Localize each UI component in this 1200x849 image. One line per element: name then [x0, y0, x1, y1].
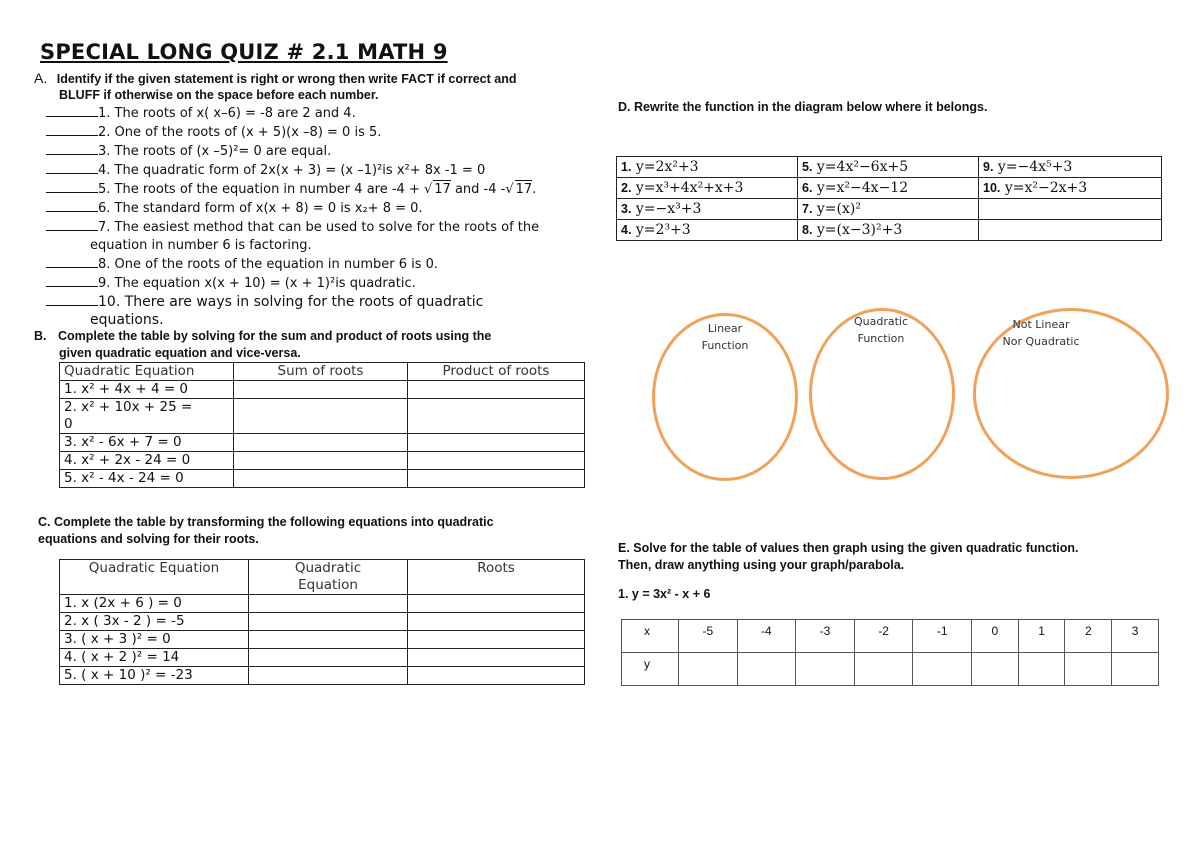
section-a-instruction-line1: Identify if the given statement is right or wrong then write FACT if correct and: [56, 72, 517, 86]
linear-function-label: Linear Function: [701, 322, 749, 352]
section-c-instruction: C. Complete the table by transforming the following equations into quadratic: [38, 515, 494, 529]
answer-blank[interactable]: [46, 180, 98, 193]
answer-blank[interactable]: [46, 199, 98, 212]
statement-7: 7. The easiest method that can be used to solve for the roots of the: [46, 218, 539, 237]
section-b-letter: B.: [34, 329, 47, 343]
table-row: 4. y=2³+3 8. y=(x−3)²+3: [617, 220, 1162, 241]
table-row-y: y: [622, 653, 1159, 686]
statement-5: 5. The roots of the equation in number 4 are -4 + √ 17 and -4 -√ 17.: [46, 180, 539, 199]
table-row: 2. x ( 3x - 2 ) = -5: [60, 613, 585, 631]
table-header-row: Quadratic Equation Sum of roots Product of roots: [60, 363, 585, 381]
table-d-functions: [616, 156, 1162, 241]
table-row: 1. x (2x + 6 ) = 0: [60, 595, 585, 613]
section-a-instruction: [34, 70, 517, 87]
sqrt-radicand: 17: [515, 182, 533, 197]
answer-blank[interactable]: [46, 274, 98, 287]
section-e-instruction: E. Solve for the table of values then graph using the given quadratic function.: [618, 541, 1079, 555]
section-a-items: [46, 104, 539, 329]
statement-9: 9. The equation x(x + 10) = (x + 1)²is quadratic.: [46, 274, 539, 293]
table-b: [59, 362, 585, 488]
sqrt-radicand: 17: [434, 182, 451, 197]
statement-4: 4. The quadratic form of 2x(x + 3) = (x –1)²is x²+ 8x -1 = 0: [46, 161, 539, 180]
table-row: 1. y=2x²+3 5. y=4x²−6x+5 9. y=−4x⁵+3: [617, 157, 1162, 178]
statement-2: 2. One of the roots of (x + 5)(x –8) = 0 is 5.: [46, 123, 539, 142]
statement-10-cont: equations.: [90, 312, 164, 328]
table-row: 4. ( x + 2 )² = 14: [60, 649, 585, 667]
table-row: 4. x² + 2x - 24 = 0: [60, 452, 585, 470]
answer-blank[interactable]: [46, 123, 98, 136]
statement-8: 8. One of the roots of the equation in number 6 is 0.: [46, 255, 539, 274]
answer-blank[interactable]: [46, 293, 98, 306]
page-title: SPECIAL LONG QUIZ # 2.1 MATH 9: [40, 40, 448, 64]
table-row: 5. x² - 4x - 24 = 0: [60, 470, 585, 488]
not-linear-nor-quadratic-label: Not Linear Nor Quadratic: [1002, 318, 1080, 348]
statement-10: 10. There are ways in solving for the roots of quadratic: [46, 293, 539, 311]
answer-blank[interactable]: [46, 142, 98, 155]
table-row: 3. y=−x³+3 7. y=(x)²: [617, 199, 1162, 220]
table-header-row: Quadratic Equation Quadratic Equation Roots: [60, 560, 585, 595]
statement-1: 1. The roots of x( x–6) = -8 are 2 and 4.: [46, 104, 539, 123]
section-e-instruction-line2: Then, draw anything using your graph/parabola.: [618, 558, 905, 572]
table-c: [59, 559, 585, 685]
section-b-instruction: B. Complete the table by solving for the sum and product of roots using the: [34, 329, 492, 343]
answer-blank[interactable]: [46, 255, 98, 268]
table-row-x: x -5 -4 -3 -2 -1 0 1 2 3: [622, 620, 1159, 653]
section-b-instruction-line2: given quadratic equation and vice-versa.: [59, 346, 301, 360]
table-row: 1. x² + 4x + 4 = 0: [60, 381, 585, 399]
table-e-values: [621, 619, 1159, 686]
answer-blank[interactable]: [46, 104, 98, 117]
statement-7-cont: equation in number 6 is factoring.: [90, 238, 312, 253]
answer-blank[interactable]: [46, 161, 98, 174]
table-row: 2. y=x³+4x²+x+3 6. y=x²−4x−12 10. y=x²−2x+3: [617, 178, 1162, 199]
section-c-instruction-line2: equations and solving for their roots.: [38, 532, 259, 546]
statement-3: 3. The roots of (x –5)²= 0 are equal.: [46, 142, 539, 161]
table-row: 3. ( x + 3 )² = 0: [60, 631, 585, 649]
quadratic-function-label: Quadratic Function: [853, 315, 909, 345]
section-a-instruction-line2: BLUFF if otherwise on the space before each number.: [59, 88, 379, 102]
statement-6: 6. The standard form of x(x + 8) = 0 is x₂+ 8 = 0.: [46, 199, 539, 218]
answer-blank[interactable]: [46, 218, 98, 231]
table-row: 2. x² + 10x + 25 = 0: [60, 399, 585, 434]
table-row: 3. x² - 6x + 7 = 0: [60, 434, 585, 452]
quadratic-function-label: 1. y = 3x² - x + 6: [618, 587, 711, 601]
section-a-letter: A.: [34, 70, 48, 86]
section-d-instruction: D. Rewrite the function in the diagram below where it belongs.: [618, 100, 988, 114]
table-row: 5. ( x + 10 )² = -23: [60, 667, 585, 685]
